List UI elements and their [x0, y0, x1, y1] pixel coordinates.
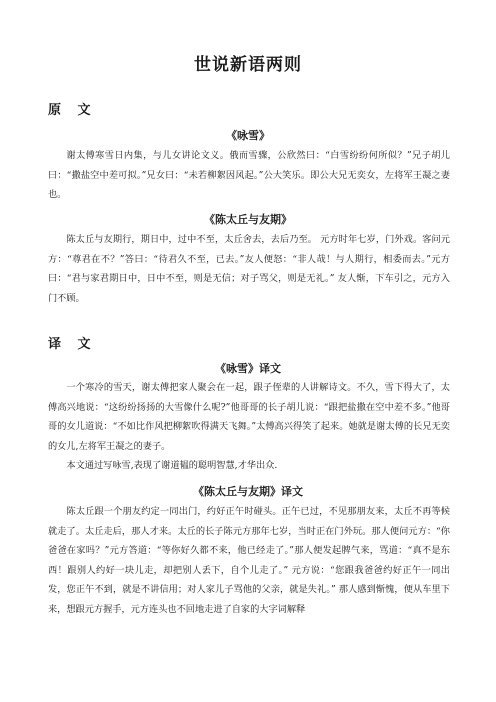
story2-translation-title: 《陈太丘与友期》译文: [193, 485, 303, 498]
story2-translation-text: 陈太丘跟一个朋友约定一同出门，约好正午时碰头。正午已过，不见那朋友来，太丘不再等候就走了。太丘走后，那人才来。太丘的长子陈元方那年七岁，当时正在门外玩。那人便问元方：“你爸爸在家吗？”元方答道：“等你好久都不来，他已经走了。”那人便发起脾气来，骂道：“真不是东西！跟别人约好一块儿走，却把别人丢下，自个儿走了。” 元方说：“您跟我爸爸约好正午一同出发，您正午不到，就是不讲信用；对人家儿子骂他的父亲，就是失礼。” 那人感到惭愧，便从车里下来，想跟元方握手，元方连头也不回地走进了自家的大字词解释: [48, 506, 450, 615]
document-title: 世说新语两则: [194, 55, 302, 75]
story1-translation-title: 《咏雪》译文: [215, 362, 281, 375]
story1-title: 《咏雪》: [226, 129, 270, 142]
story1-translation-text: 一个寒冷的雪天，谢太傅把家人聚会在一起，跟子侄辈的人讲解诗文。不久，雪下得大了，太傅高兴地说：“这纷纷扬扬的大雪像什么呢?”他哥哥的长子胡儿说：“跟把盐撒在空中差不多。”他哥哥的女儿道说：“不如比作风把柳絮吹得满天飞舞。”太傅高兴得笑了起来。她就是谢太傅的长兄无奕的女儿,左将军王凝之的妻子。: [48, 382, 450, 452]
story1-translation-note: 本文通过写咏雪,表现了谢道韫的聪明智慧,才华出众.: [66, 460, 278, 471]
story2-original-text: 陈太丘与友期行，期日中，过中不至，太丘舍去，去后乃至。 元方时年七岁，门外戏。客问元方：“尊君在不？”答曰：“待君久不至，已去。”友人便怒：“非人哉！与人期行，相委而去。”元方曰：“君与家君期日中，日中不至，则是无信；对子骂父，则是无礼。” 友人惭，下车引之，元方入门不顾。: [48, 234, 450, 304]
original-heading: 原 文: [48, 103, 97, 118]
story1-original-text: 谢太傅寒雪日内集，与儿女讲论文义。俄而雪骤，公欣然曰：“白雪纷纷何所似？”兄子胡儿曰：“撒盐空中差可拟。”兄女曰：“未若柳絮因风起。”公大笑乐。即公大兄无奕女，左将军王凝之妻也。: [48, 150, 450, 200]
translation-heading: 译 文: [48, 337, 97, 352]
story2-title: 《陈太丘与友期》: [204, 213, 292, 226]
